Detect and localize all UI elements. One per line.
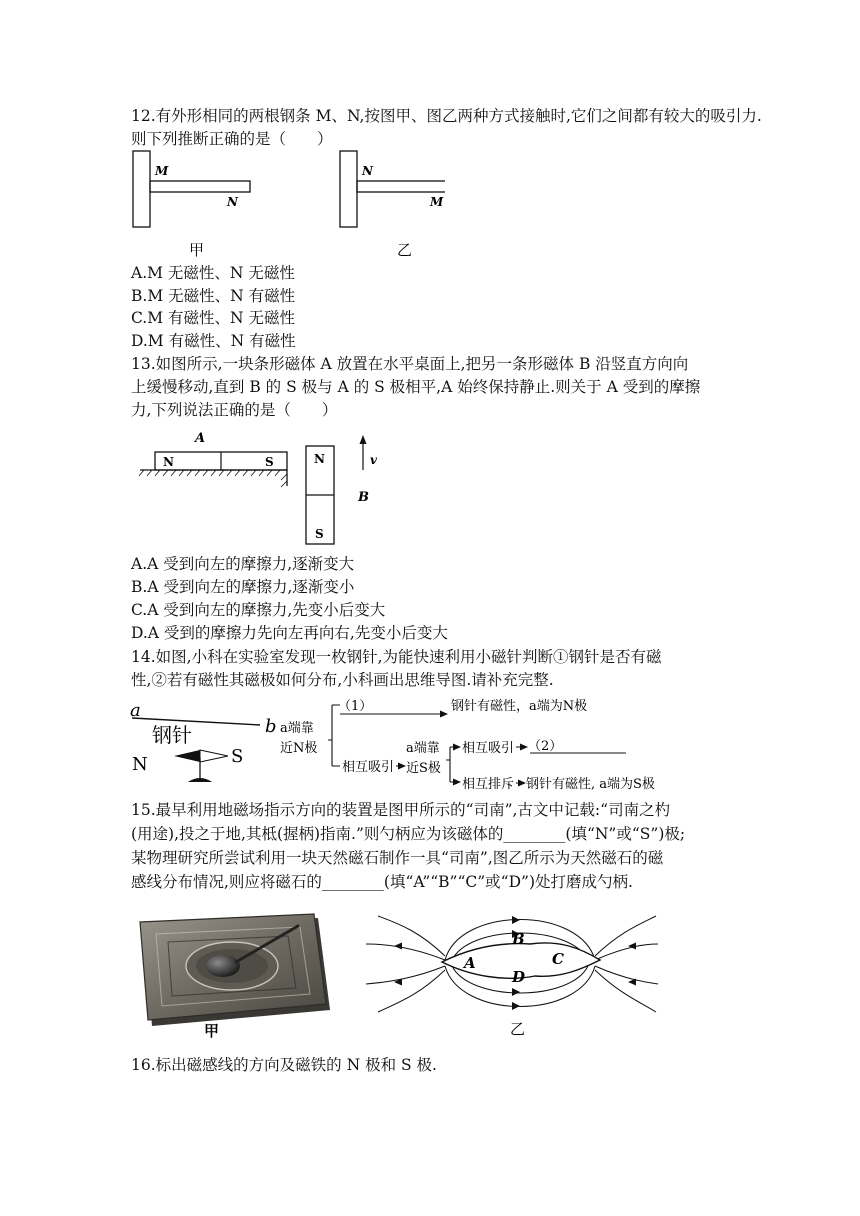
needle-end-a: a	[130, 700, 141, 721]
blank-1-label: （1）	[338, 699, 373, 714]
label-m: M	[430, 195, 444, 209]
label-n: N	[227, 195, 238, 209]
q13-figure	[135, 426, 385, 548]
caption-yi: 乙	[510, 1020, 526, 1038]
point-b: B	[512, 930, 525, 948]
compass-s-label: S	[231, 746, 244, 767]
caption-yi: 乙	[397, 241, 413, 259]
q12-text-line1: 12.有外形相同的两根钢条 M、N,按图甲、图乙两种方式接触时,它们之间都有较大的吸引力.	[131, 107, 762, 125]
repel-label: 相互排斥	[462, 777, 515, 792]
table-hatching	[139, 470, 280, 476]
magnet-a-s-pole: S	[265, 455, 274, 469]
q16-text-line1: 16.标出磁感线的方向及磁铁的 N 极和 S 极.	[131, 1056, 437, 1074]
attract2-label: 相互吸引	[462, 741, 515, 756]
q12-figure-jia	[133, 151, 250, 259]
blank-2-label: （2）	[528, 739, 563, 754]
steel-bar-horizontal	[357, 181, 445, 192]
caption-jia: 甲	[204, 1022, 220, 1040]
label-a: A	[195, 431, 206, 446]
q14-text-line2: 性,②若有磁性其磁极如何分布,小科画出思维导图.请补充完整.	[131, 671, 554, 689]
result-1: 钢针有磁性，a端为N极	[451, 699, 588, 714]
q13-text-line3: 力,下列说法正确的是（ ）	[131, 401, 338, 419]
point-d: D	[512, 968, 526, 986]
q13-option-a: A.A 受到向左的摩擦力,逐渐变大	[131, 555, 355, 573]
compass-needle-n-half	[174, 750, 200, 762]
label-n: N	[362, 164, 373, 178]
magnet-b-n-pole: N	[314, 452, 325, 466]
q12-option-b: B.M 无磁性、N 有磁性	[131, 287, 296, 305]
q13-option-b: B.A 受到向左的摩擦力,逐渐变小	[131, 578, 355, 596]
q12-text-line2: 则下列推断正确的是（ ）	[131, 130, 333, 148]
q12-option-d: D.M 有磁性、N 有磁性	[131, 332, 296, 350]
q12-figure	[125, 148, 445, 266]
q13-text-line2: 上缓慢移动,直到 B 的 S 极与 A 的 S 极相平,A 始终保持静止.则关于 A 受到的摩擦	[131, 378, 701, 396]
compass-base	[188, 778, 212, 782]
q12-option-a: A.M 无磁性、N 无磁性	[131, 264, 295, 282]
q13-option-d: D.A 受到的摩擦力先向左再向右,先变小后变大	[131, 624, 448, 642]
condition1-line1: a端靠	[280, 721, 314, 736]
q15-text-line3: 某物理研究所尝试利用一块天然磁石制作一具“司南”,图乙所示为天然磁石的磁	[131, 849, 664, 867]
q12-figure-yi	[340, 151, 445, 259]
condition1-line2: 近N极	[280, 741, 318, 756]
label-b: B	[358, 490, 369, 505]
magnet-a-n-pole: N	[163, 455, 174, 469]
q13-text-line1: 13.如图所示,一块条形磁体 A 放置在水平桌面上,把另一条形磁体 B 沿竖直方向向	[131, 355, 689, 373]
condition2-line1: a端靠	[406, 741, 440, 756]
label-m: M	[155, 164, 169, 178]
needle-label: 钢针	[152, 723, 192, 747]
branch-bracket-2	[446, 747, 454, 782]
lodestone-field-lines	[360, 904, 660, 1040]
needle-end-b: b	[265, 716, 277, 737]
point-a: A	[464, 954, 476, 972]
compass-n-label: N	[132, 754, 148, 775]
q15-text-line2: (用途),投之于地,其柢(握柄)指南.”则勺柄应为该磁体的________(填“N”或“S”)极;	[131, 825, 686, 843]
point-c: C	[552, 950, 564, 968]
steel-bar-horizontal	[150, 181, 250, 192]
q13-option-c: C.A 受到向左的摩擦力,先变小后变大	[131, 601, 386, 619]
condition2-line2: 近S极	[406, 761, 441, 776]
attract-label: 相互吸引	[342, 760, 395, 775]
magnet-b-s-pole: S	[315, 527, 324, 541]
sinan-compass-image	[130, 910, 340, 1040]
steel-bar-vertical	[340, 151, 357, 227]
result-2: 钢针有磁性, a端为S极	[526, 777, 655, 792]
q15-text-line4: 感线分布情况,则应将磁石的________(填“A”“B”“C”或“D”)处打磨成勺柄.	[131, 873, 633, 891]
steel-bar-vertical	[133, 151, 150, 227]
q14-mind-map	[128, 694, 668, 798]
label-v: v	[370, 453, 377, 467]
q12-option-c: C.M 有磁性、N 无磁性	[131, 309, 296, 327]
branch-bracket-1	[328, 705, 340, 766]
q15-text-line1: 15.最早利用地磁场指示方向的装置是图甲所示的“司南”,古文中记载:“司南之杓	[131, 801, 671, 819]
compass-needle-s-half	[200, 750, 228, 762]
q14-text-line1: 14.如图,小科在实验室发现一枚钢针,为能快速利用小磁针判断①钢针是否有磁	[131, 648, 662, 666]
caption-jia: 甲	[189, 241, 205, 259]
spoon-icon	[206, 955, 240, 977]
